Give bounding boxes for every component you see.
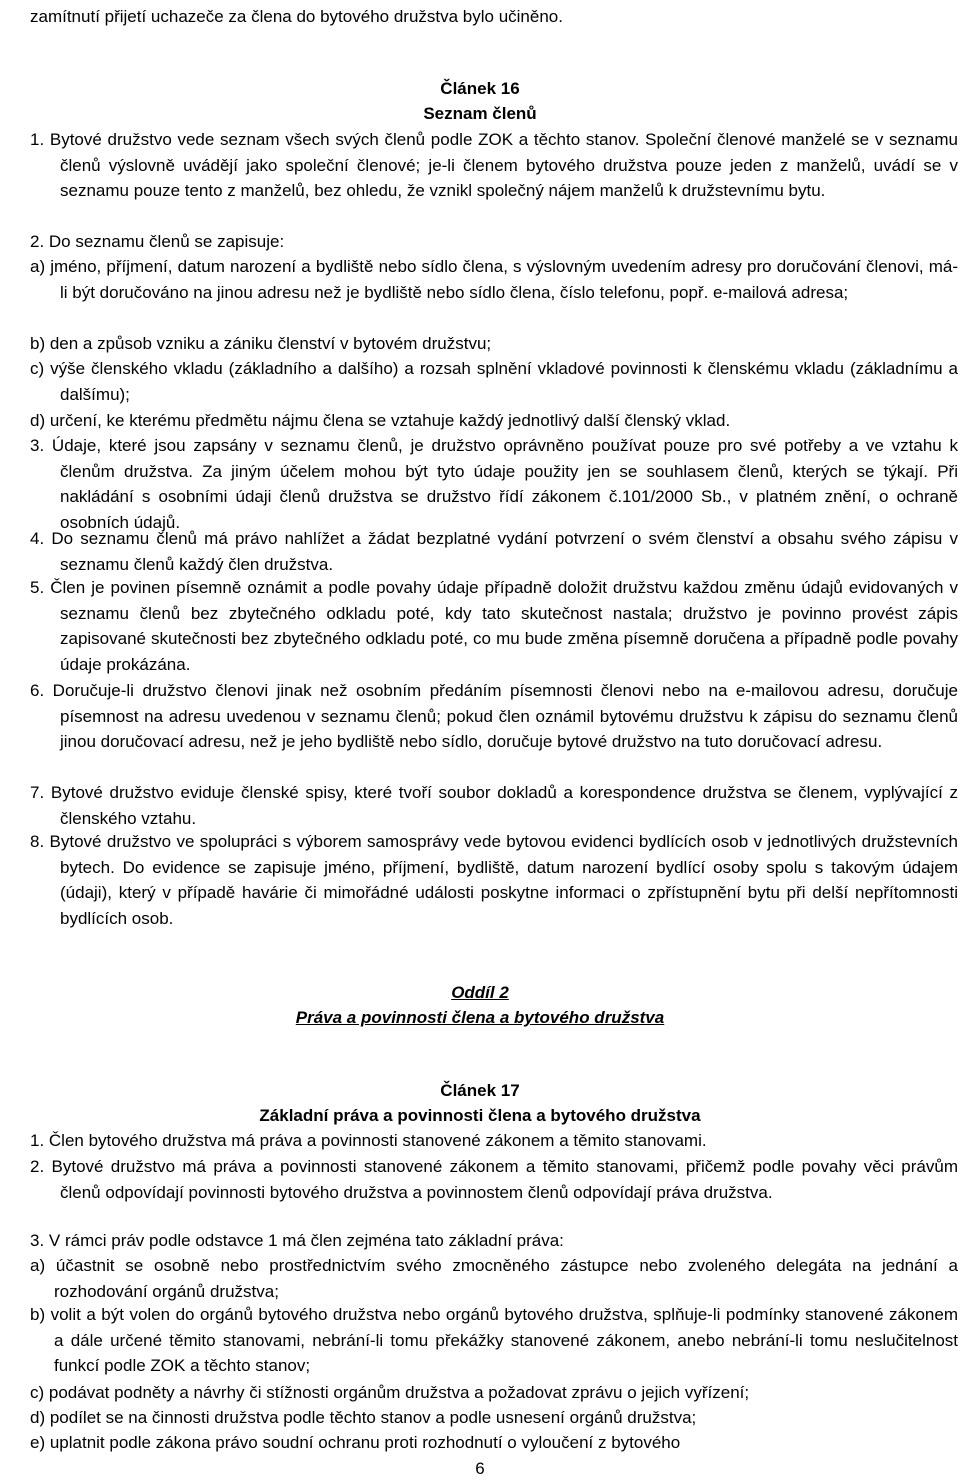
article-17-heading: Článek 17: [440, 1081, 520, 1100]
article-16-paragraph-5: 5. Člen je povinen písemně oznámit a podle povahy údaje případně doložit družstvu každou změnu údajů evidovaných v seznamu členů bez zbytečného odkladu poté, kdy tato skutečnost nastala; družstvo je povinno provést zápis zapisované skutečnosti bez zbytečného odkladu poté, co mu bude změna písemně doručena a případně podle povahy údaje prokázána.: [30, 578, 958, 674]
article-16-paragraph-2-intro: 2. Do seznamu členů se zapisuje:: [30, 232, 285, 251]
article-16-title: Seznam členů: [423, 104, 537, 123]
article-17-item-c: c) podávat podněty a návrhy či stížnosti orgánům družstva a požadovat zprávu o jejich vyřízení;: [30, 1383, 750, 1402]
article-16-paragraph-7: 7. Bytové družstvo eviduje členské spisy, které tvoří soubor dokladů a korespondence družstva se členem, vyplývající z členského vztahu.: [30, 783, 958, 828]
article-16-item-c: c) výše členského vkladu (základního a dalšího) a rozsah splnění vkladové povinnosti k členskému vkladu (základnímu a dalšímu);: [30, 359, 958, 404]
page-number: 6: [475, 1459, 485, 1478]
article-16-paragraph-3: 3. Údaje, které jsou zapsány v seznamu členů, je družstvo oprávněno používat pouze pro své potřeby a ve vztahu k členům družstva. Za jiným účelem mohou být tyto údaje použity jen se souhlasem členů, kterých se týkají. Při nakládání s osobními údaji členů družstva se družstvo řídí zákonem č.101/2000 Sb., v platném znění, o ochraně osobních údajů.: [30, 436, 958, 532]
article-16-paragraph-1: 1. Bytové družstvo vede seznam všech svých členů podle ZOK a těchto stanov. Společní členové manželé se v seznamu členů výslovně uvádějí jako společní členové; je-li členem bytového družstva pouze jeden z manželů, uvádí se v seznamu pouze tento z manželů, bez ohledu, že vznikl společný nájem manželů k družstevnímu bytu.: [30, 130, 958, 201]
article-17-paragraph-3-intro: 3. V rámci práv podle odstavce 1 má člen zejména tato základní práva:: [30, 1231, 564, 1250]
article-17-item-e: e) uplatnit podle zákona právo soudní ochranu proti rozhodnutí o vyloučení z bytového: [30, 1433, 681, 1452]
article-16-paragraph-4: 4. Do seznamu členů má právo nahlížet a žádat bezplatné vydání potvrzení o svém členství a obsahu svého zápisu v seznamu členů každý člen družstva.: [30, 529, 958, 574]
article-17-paragraph-1: 1. Člen bytového družstva má práva a povinnosti stanovené zákonem a těmito stanovami.: [30, 1131, 707, 1150]
article-17-item-a: a) účastnit se osobně nebo prostřednictvím svého zmocněného zástupce nebo zvoleného delegáta na jednání a rozhodování orgánů družstva;: [30, 1256, 958, 1301]
article-17-paragraph-2: 2. Bytové družstvo má práva a povinnosti stanovené zákonem a těmito stanovami, přičemž podle povahy věci právům členů odpovídají povinnosti bytového družstva a povinnostem členů odpovídají práva družstva.: [30, 1157, 958, 1202]
section-2-heading: Oddíl 2: [451, 983, 509, 1002]
article-16-paragraph-8: 8. Bytové družstvo ve spolupráci s výborem samosprávy vede bytovou evidenci bydlících osob v jednotlivých družstevních bytech. Do evidence se zapisuje jméno, příjmení, bydliště, datum narození bydlící osoby spolu s takovým údajem (údaji), který v případě havárie či mimořádné události poskytne informaci o zpřístupnění bytu při delší nepřítomnosti bydlících osob.: [30, 832, 958, 928]
article-16-paragraph-6: 6. Doručuje-li družstvo členovi jinak než osobním předáním písemnosti členovi nebo na e-mailovou adresu, doručuje písemnost na adresu uvedenou v seznamu členů; pokud člen oznámil bytovému družstvu k zápisu do seznamu členů jinou doručovací adresu, než je jeho bydliště nebo sídlo, doručuje bytové družstvo na tuto doručovací adresu.: [30, 681, 958, 752]
article-16-item-d: d) určení, ke kterému předmětu nájmu člena se vztahuje každý jednotlivý další členský vklad.: [30, 411, 731, 430]
top-line-text: zamítnutí přijetí uchazeče za člena do bytového družstva bylo učiněno.: [30, 7, 563, 26]
article-17-item-b: b) volit a být volen do orgánů bytového družstva nebo orgánů bytového družstva, splňuje-li podmínky stanovené zákonem a dále určené těmito stanovami, nebrání-li tomu překážky stanovené zákonem, anebo nebrání-li tomu neslučitelnost funkcí podle ZOK a těchto stanov;: [30, 1305, 958, 1376]
article-16-item-a: a) jméno, příjmení, datum narození a bydliště nebo sídlo člena, s výslovným uvedením adresy pro doručování členovi, má-li být doručováno na jinou adresu než je bydliště nebo sídlo člena, číslo telefonu, popř. e-mailová adresa;: [30, 257, 958, 302]
article-16-item-b: b) den a způsob vzniku a zániku členství v bytovém družstvu;: [30, 334, 492, 353]
article-16-heading: Článek 16: [440, 79, 520, 98]
section-2-title: Práva a povinnosti člena a bytového družstva: [295, 1008, 665, 1027]
article-17-item-d: d) podílet se na činnosti družstva podle těchto stanov a podle usnesení orgánů družstva;: [30, 1408, 697, 1427]
article-17-title: Základní práva a povinnosti člena a bytového družstva: [259, 1106, 701, 1125]
